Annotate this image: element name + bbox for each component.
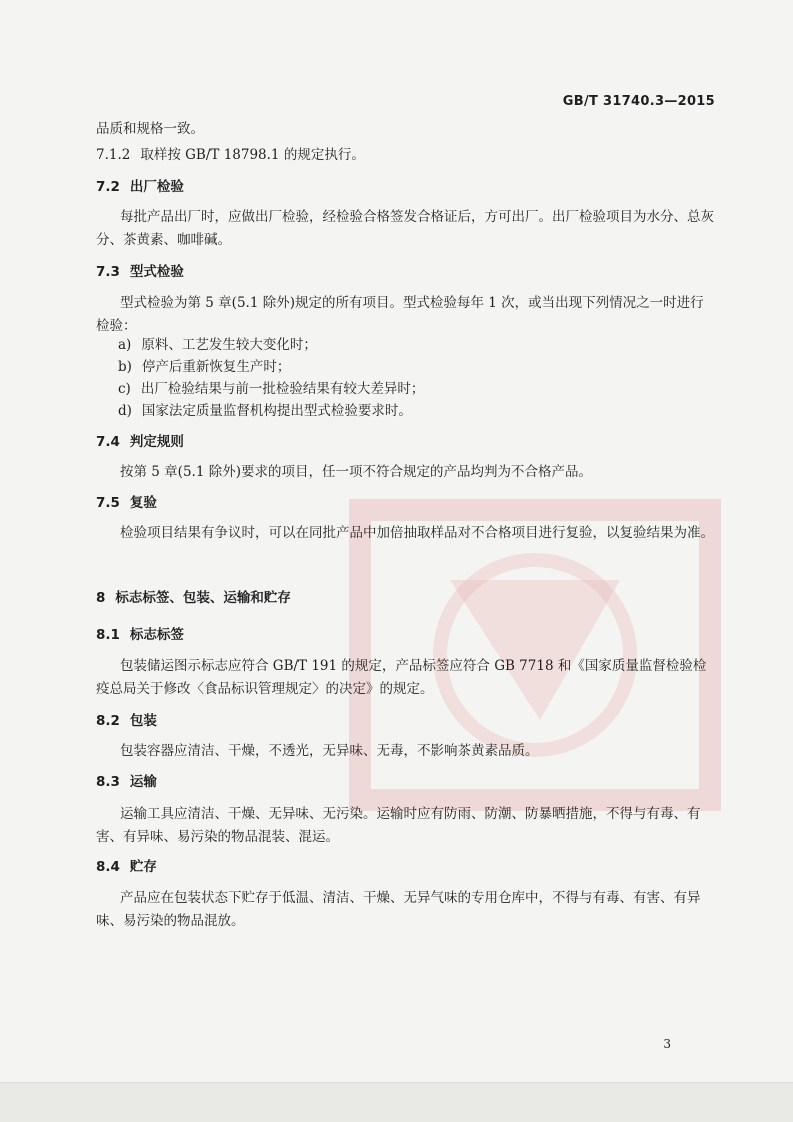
heading-8-3 <box>96 771 157 794</box>
heading-title: 型式检验 <box>129 264 184 280</box>
paragraph-8-1: 包装储运图示标志应符合 GB/T 191 的规定，产品标签应符合 GB 7718 和《国家质量监督检验检疫总局关于修改〈食品标识管理规定〉的决定》的规定。 <box>96 658 707 697</box>
heading-7-3 <box>96 261 184 284</box>
heading-number: 8.1 <box>96 627 120 643</box>
heading-title: 运输 <box>129 774 157 790</box>
list-text: 停产后重新恢复生产时； <box>141 359 291 375</box>
heading-number: 7.4 <box>96 434 120 450</box>
heading-number: 7.2 <box>96 179 120 195</box>
heading-number: 8 <box>96 590 106 606</box>
clause-number: 7.1.2 <box>96 147 131 163</box>
heading-title: 判定规则 <box>129 434 184 450</box>
heading-title: 出厂检验 <box>129 179 184 195</box>
heading-7-2 <box>96 176 184 199</box>
heading-title: 复验 <box>129 495 157 511</box>
list-text: 出厂检验结果与前一批检验结果有较大差异时； <box>140 381 425 397</box>
clause-7-1-2 <box>96 144 716 167</box>
list-item <box>118 356 290 379</box>
list-mark: c) <box>118 381 131 397</box>
list-text: 原料、工艺发生较大变化时； <box>141 337 317 353</box>
heading-8-2 <box>96 710 157 733</box>
heading-title: 贮存 <box>129 859 157 875</box>
clause-text: 取样按 GB/T 18798.1 的规定执行。 <box>140 147 365 163</box>
list-item <box>118 334 317 357</box>
paragraph-7-5: 检验项目结果有争议时，可以在同批产品中加倍抽取样品对不合格项目进行复验，以复验结果为准。 <box>120 525 714 541</box>
list-text: 国家法定质量监督机构提出型式检验要求时。 <box>141 403 412 419</box>
list-mark: d) <box>118 403 132 419</box>
paragraph-8-3: 运输工具应清洁、干燥、无异味、无污染。运输时应有防雨、防潮、防暴晒措施，不得与有毒、有害、有异味、易污染的物品混装、混运。 <box>96 806 701 845</box>
heading-number: 7.3 <box>96 264 120 280</box>
heading-7-5 <box>96 492 157 515</box>
list-item <box>118 378 424 401</box>
heading-title: 包装 <box>129 713 157 729</box>
paragraph-continuation: 品质和规格一致。 <box>96 121 204 137</box>
list-mark: b) <box>118 359 132 375</box>
paragraph-7-3: 型式检验为第 5 章(5.1 除外)规定的所有项目。型式检验每年 1 次，或当出现下列情况之一时进行检验： <box>96 295 704 334</box>
list-mark: a) <box>118 337 132 353</box>
heading-number: 7.5 <box>96 495 120 511</box>
heading-8 <box>96 587 291 610</box>
heading-title: 标志标签、包装、运输和贮存 <box>115 590 291 606</box>
paragraph-7-4: 按第 5 章(5.1 除外)要求的项目，任一项不符合规定的产品均判为不合格产品。 <box>120 464 592 480</box>
heading-number: 8.4 <box>96 859 120 875</box>
heading-8-4 <box>96 856 157 879</box>
heading-number: 8.3 <box>96 774 120 790</box>
paragraph-7-2: 每批产品出厂时，应做出厂检验，经检验合格签发合格证后，方可出厂。出厂检验项目为水分、总灰分、茶黄素、咖啡碱。 <box>96 209 714 248</box>
list-item <box>118 400 412 423</box>
paragraph-8-4: 产品应在包装状态下贮存于低温、清洁、干燥、无异气味的专用仓库中，不得与有毒、有害、有异味、易污染的物品混放。 <box>96 890 701 929</box>
scan-bottom-margin <box>0 1082 793 1122</box>
heading-7-4 <box>96 431 184 454</box>
page-number: 3 <box>663 1037 671 1051</box>
standard-number: GB/T 31740.3—2015 <box>562 94 715 109</box>
heading-number: 8.2 <box>96 713 120 729</box>
heading-title: 标志标签 <box>129 627 184 643</box>
paragraph-8-2: 包装容器应清洁、干燥，不透光，无异味、无毒，不影响茶黄素品质。 <box>120 743 539 759</box>
heading-8-1 <box>96 624 184 647</box>
